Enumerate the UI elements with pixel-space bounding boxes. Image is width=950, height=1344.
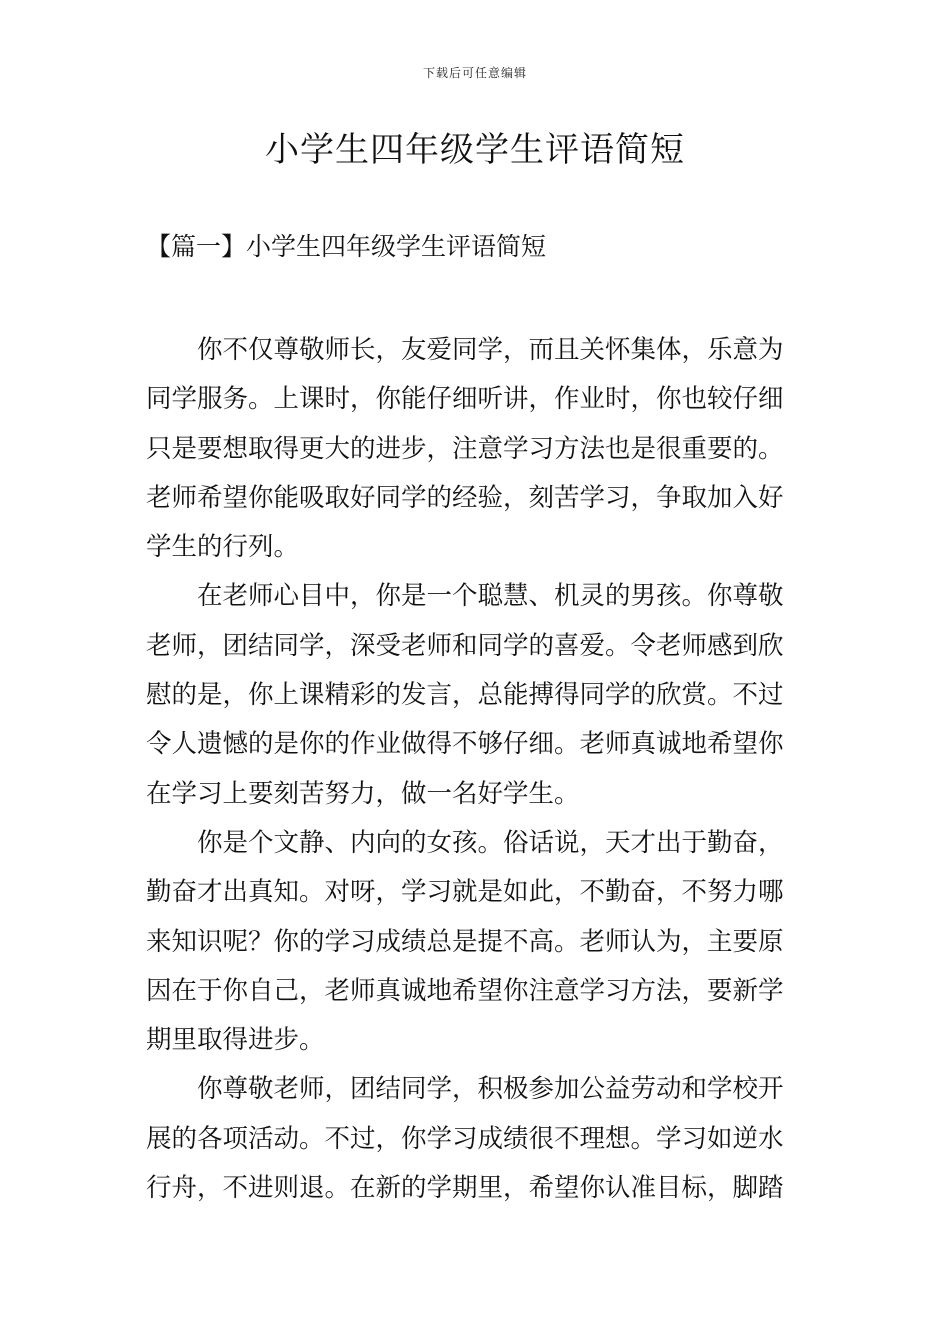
paragraph-line: 因在于你自己，老师真诚地希望你注意学习方法，要新学 [146,975,784,1006]
paragraph-1 [146,326,814,572]
page-header-note: 下载后可任意编辑 [422,66,527,80]
paragraph-line: 来知识呢？你的学习成绩总是提不高。老师认为，主要原 [146,926,784,957]
paragraph-4 [146,1065,814,1213]
paragraph-line: 慰的是，你上课精彩的发言，总能搏得同学的欣赏。不过 [146,680,784,711]
paragraph-line: 你尊敬老师，团结同学，积极参加公益劳动和学校开 [197,1074,784,1105]
paragraph-3 [146,819,814,1065]
paragraph-line: 勤奋才出真知。对呀，学习就是如此，不勤奋，不努力哪 [146,877,784,908]
paragraph-line: 令人遗憾的是你的作业做得不够仔细。老师真诚地希望你 [146,729,784,760]
paragraph-line: 老师希望你能吸取好同学的经验，刻苦学习，争取加入好 [146,482,784,513]
paragraph-line: 期里取得进步。 [146,1025,325,1056]
document-title: 小学生四年级学生评语简短 [265,130,685,170]
paragraph-line: 老师，团结同学，深受老师和同学的喜爱。令老师感到欣 [146,630,784,661]
paragraph-line: 只是要想取得更大的进步，注意学习方法也是很重要的。 [146,433,784,464]
section-heading: 【篇一】小学生四年级学生评语简短 [146,232,547,261]
paragraph-line: 你不仅尊敬师长，友爱同学，而且关怀集体，乐意为 [197,335,784,365]
paragraph-line: 学生的行列。 [146,532,300,563]
paragraph-line: 在老师心目中，你是一个聪慧、机灵的男孩。你尊敬 [197,581,784,612]
paragraph-line: 行舟，不进则退。在新的学期里，希望你认准目标，脚踏 [146,1173,784,1204]
paragraph-2 [146,572,814,818]
paragraph-line: 展的各项活动。不过，你学习成绩很不理想。学习如逆水 [146,1123,784,1154]
paragraph-line: 你是个文静、内向的女孩。俗话说，天才出于勤奋， [197,827,784,858]
document-body [146,326,814,1213]
paragraph-line: 同学服务。上课时，你能仔细听讲，作业时，你也较仔细 [146,384,784,415]
paragraph-line: 在学习上要刻苦努力，做一名好学生。 [146,778,580,809]
